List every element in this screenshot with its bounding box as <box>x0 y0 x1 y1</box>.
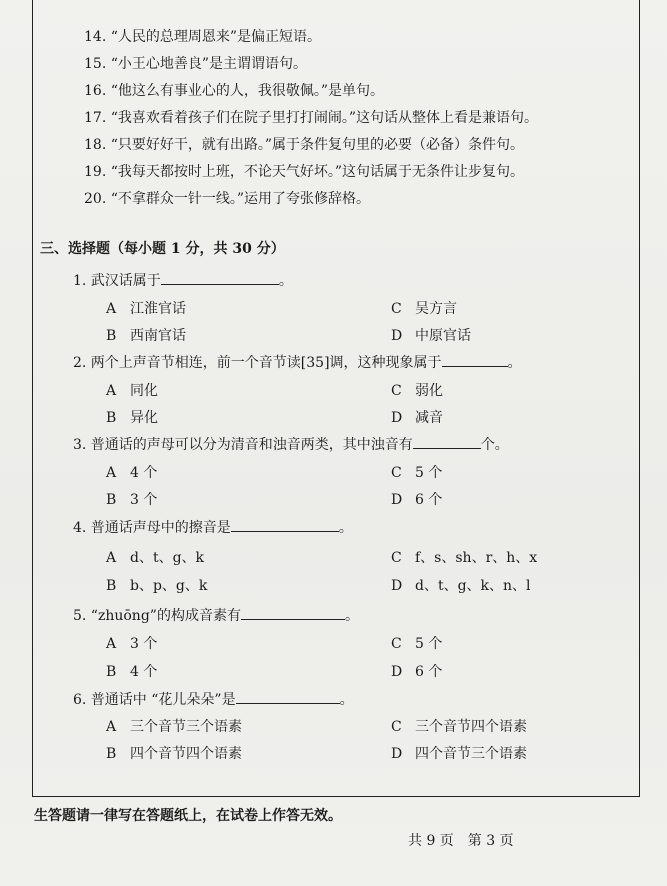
answer-blank <box>161 270 279 285</box>
tf-item-18: 18. “只要好好干，就有出路。”属于条件复句里的必要（必备）条件句。 <box>84 137 525 153</box>
tf-item-15: 15. “小王心地善良”是主谓谓语句。 <box>84 56 308 72</box>
option-2-d: D 减音 <box>391 410 443 426</box>
question-1 <box>73 270 293 290</box>
question-stem: 6. 普通话中 “花儿朵朵”是 <box>73 692 236 708</box>
option-3-b: B 3 个 <box>106 492 158 508</box>
tf-item-19: 19. “我每天都按时上班，不论天气好坏。”这句话属于无条件让步复句。 <box>84 164 525 180</box>
option-6-d: D 四个音节三个语素 <box>391 746 527 762</box>
option-4-a: A d、t、g、k <box>106 550 205 566</box>
question-stem: 5. “zhuōng”的构成音素有 <box>73 608 241 624</box>
option-5-d: D 6 个 <box>391 664 443 680</box>
answer-blank <box>413 434 481 449</box>
answer-blank <box>442 352 508 367</box>
question-stem-end: 。 <box>278 273 293 289</box>
question-stem-end: 。 <box>344 608 359 624</box>
option-1-b: B 西南官话 <box>106 328 186 344</box>
option-5-b: B 4 个 <box>106 664 158 680</box>
question-2 <box>73 352 522 372</box>
footer-note: 生答题请一律写在答题纸上，在试卷上作答无效。 <box>34 808 342 824</box>
question-stem: 4. 普通话声母中的擦音是 <box>73 520 231 536</box>
question-stem: 1. 武汉话属于 <box>73 273 161 289</box>
question-5 <box>73 605 359 625</box>
option-6-a: A 三个音节三个语素 <box>106 719 242 735</box>
page-number: 共 9 页 第 3 页 <box>408 833 514 849</box>
option-2-b: B 异化 <box>106 410 158 426</box>
option-6-c: C 三个音节四个语素 <box>391 719 527 735</box>
option-1-c: C 吴方言 <box>391 301 457 317</box>
option-1-a: A 江淮官话 <box>106 301 186 317</box>
tf-item-14: 14. “人民的总理周恩来”是偏正短语。 <box>84 29 322 45</box>
section-title: 三、选择题（每小题 1 分，共 30 分） <box>40 241 285 257</box>
option-6-b: B 四个音节四个语素 <box>106 746 242 762</box>
question-stem-end: 。 <box>339 692 354 708</box>
tf-item-20: 20. “不拿群众一针一线。”运用了夸张修辞格。 <box>84 191 371 207</box>
question-6 <box>73 689 354 709</box>
question-stem-end: 个。 <box>480 437 509 453</box>
option-4-d: D d、t、g、k、n、l <box>391 578 531 594</box>
option-3-c: C 5 个 <box>391 465 443 481</box>
question-stem-end: 。 <box>507 355 522 371</box>
option-5-c: C 5 个 <box>391 636 443 652</box>
option-5-a: A 3 个 <box>106 636 158 652</box>
option-3-a: A 4 个 <box>106 465 158 481</box>
option-4-c: C f、s、sh、r、h、x <box>391 550 538 566</box>
answer-blank <box>241 605 345 620</box>
question-4 <box>73 517 353 537</box>
question-3 <box>73 434 509 454</box>
option-1-d: D 中原官话 <box>391 328 471 344</box>
question-stem: 2. 两个上声音节相连，前一个音节读[35]调，这种现象属于 <box>73 355 442 371</box>
answer-blank <box>236 689 340 704</box>
option-4-b: B b、p、g、k <box>106 578 208 594</box>
option-2-c: C 弱化 <box>391 383 443 399</box>
tf-item-17: 17. “我喜欢看着孩子们在院子里打打闹闹。”这句话从整体上看是兼语句。 <box>84 110 539 126</box>
question-stem: 3. 普通话的声母可以分为清音和浊音两类，其中浊音有 <box>73 437 413 453</box>
question-stem-end: 。 <box>338 520 353 536</box>
option-3-d: D 6 个 <box>391 492 443 508</box>
tf-item-16: 16. “他这么有事业心的人，我很敬佩。”是单句。 <box>84 83 385 99</box>
option-2-a: A 同化 <box>106 383 158 399</box>
answer-blank <box>231 517 339 532</box>
